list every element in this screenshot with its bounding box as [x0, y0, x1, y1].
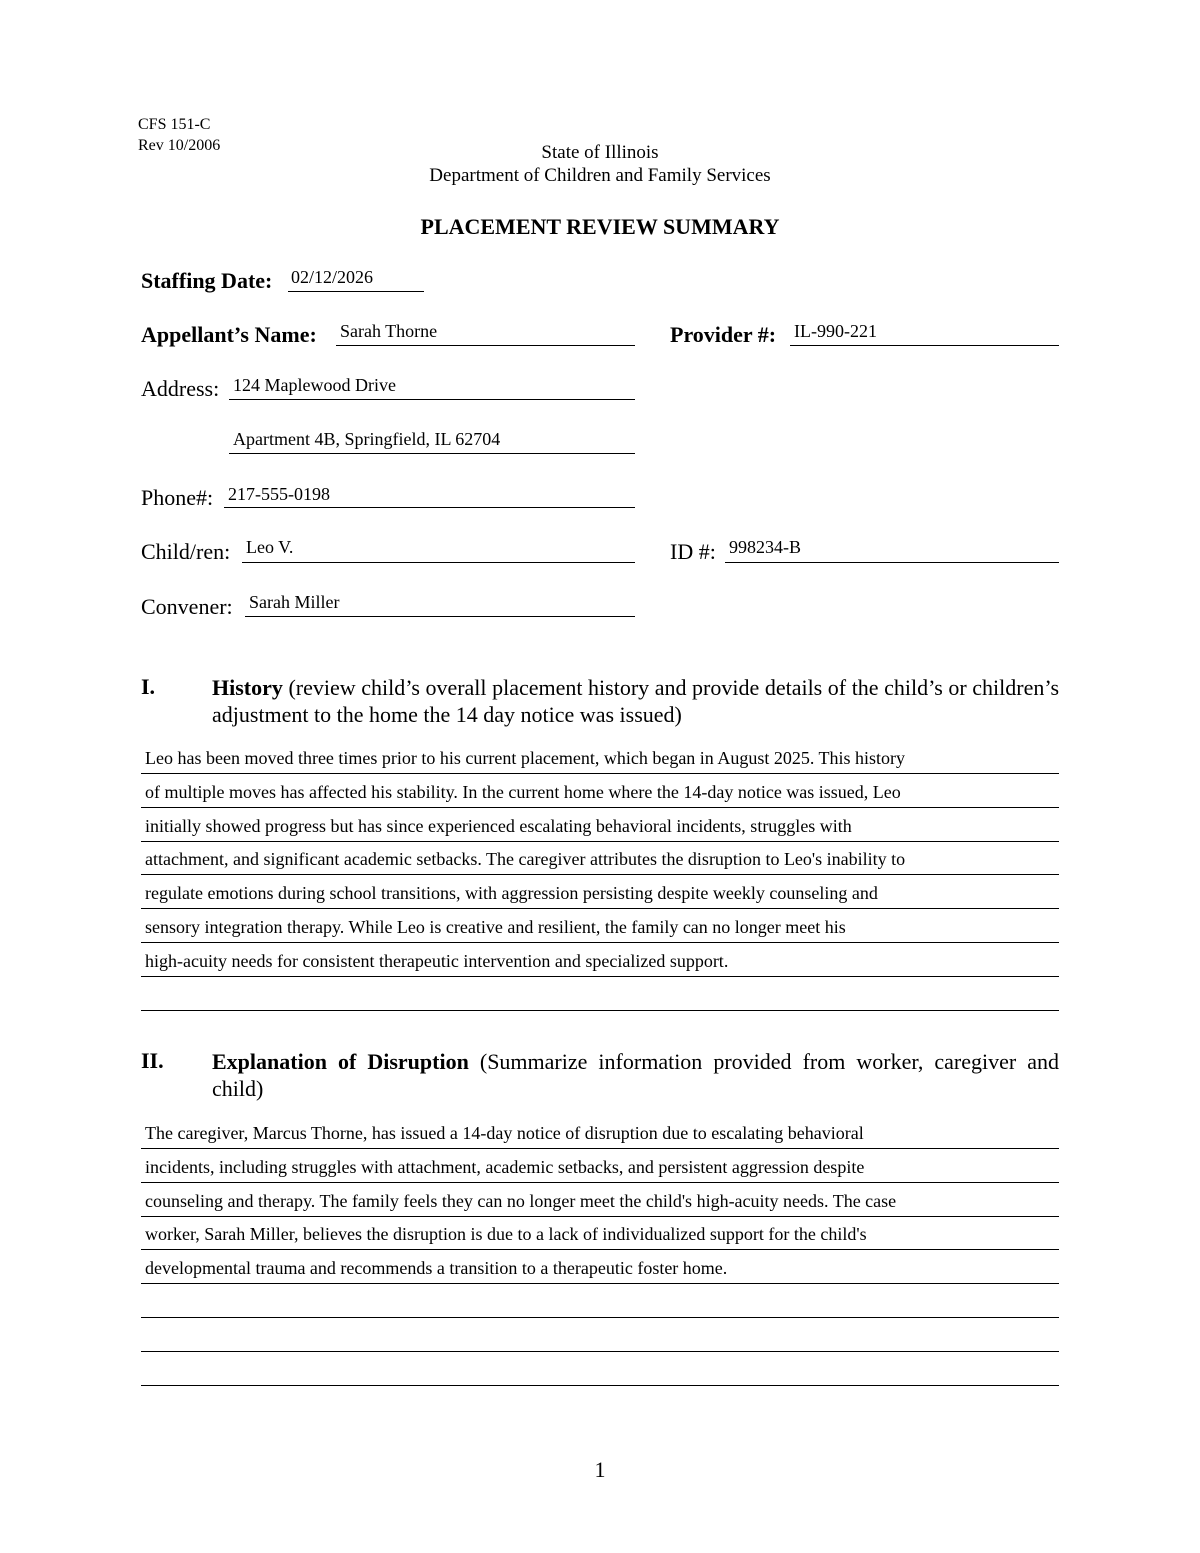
provider-number-line: [790, 345, 1059, 346]
convener-line: [245, 616, 635, 617]
children-line: [242, 562, 635, 563]
history-heading: History: [212, 675, 283, 700]
form-title: PLACEMENT REVIEW SUMMARY: [420, 214, 780, 239]
history-text-line[interactable]: high-acuity needs for consistent therapeutic intervention and specialized support.: [145, 950, 729, 971]
agency-header: [0, 141, 1200, 187]
disruption-instruction: (Summarize information provided from worker, caregiver and child): [212, 1049, 1059, 1101]
department-name: Department of Children and Family Services: [429, 165, 771, 186]
history-text-line[interactable]: of multiple moves has affected his stability. In the current home where the 14-day notice was issued, Leo: [145, 781, 901, 802]
id-number-field[interactable]: 998234-B: [729, 537, 801, 557]
history-rule-line: [141, 841, 1059, 842]
disruption-rule-line: [141, 1249, 1059, 1250]
appellant-name-line: [336, 345, 635, 346]
history-rule-line: [141, 874, 1059, 875]
disruption-rule-line: [141, 1385, 1059, 1386]
form-revision: Rev 10/2006: [138, 137, 221, 154]
page-number: 1: [594, 1457, 606, 1482]
disruption-text-line[interactable]: developmental trauma and recommends a transition to a therapeutic foster home.: [145, 1258, 728, 1279]
provider-number-label: Provider #:: [670, 322, 777, 347]
history-text-line[interactable]: sensory integration therapy. While Leo is creative and resilient, the family can no longer meet his: [145, 917, 846, 937]
history-rule-line: [141, 807, 1059, 808]
id-number-line: [725, 562, 1059, 563]
section-heading-disruption: [212, 1048, 1059, 1102]
history-instruction: (review child’s overall placement history and provide details of the child’s or children’s adjustment to the home the 14 day notice was issued): [212, 675, 1060, 727]
id-number-label: ID #:: [670, 539, 716, 564]
staffing-date-line: [288, 291, 424, 292]
convener-field[interactable]: Sarah Miller: [249, 592, 340, 612]
children-field[interactable]: Leo V.: [246, 537, 294, 557]
phone-field[interactable]: 217-555-0198: [228, 484, 330, 504]
disruption-text-line[interactable]: The caregiver, Marcus Thorne, has issued a 14-day notice of disruption due to escalating behavioral: [145, 1123, 864, 1143]
history-text-line[interactable]: initially showed progress but has since experienced escalating behavioral incidents, struggles with: [145, 815, 852, 836]
section-heading-history: [212, 674, 1059, 728]
staffing-date-field[interactable]: 02/12/2026: [291, 267, 374, 287]
appellant-name-label: Appellant’s Name:: [141, 322, 317, 347]
section-number-history: I.: [141, 674, 156, 699]
disruption-rule-line: [141, 1148, 1059, 1149]
history-rule-line: [141, 976, 1059, 977]
disruption-rule-line: [141, 1216, 1059, 1217]
history-rule-line: [141, 942, 1059, 943]
staffing-date-label: Staffing Date:: [141, 268, 273, 293]
address-line-1: [229, 399, 635, 400]
history-text-line[interactable]: Leo has been moved three times prior to his current placement, which began in August 2025. This history: [145, 748, 905, 768]
address-label: Address:: [141, 376, 220, 401]
disruption-text-line[interactable]: worker, Sarah Miller, believes the disruption is due to a lack of individualized support for the child's: [145, 1224, 867, 1245]
history-text-line[interactable]: attachment, and significant academic setbacks. The caregiver attributes the disruption to Leo's inability to: [145, 849, 906, 870]
address-line-2: [229, 453, 635, 454]
disruption-rule-line: [141, 1351, 1059, 1352]
convener-label: Convener:: [141, 594, 233, 619]
disruption-rule-line: [141, 1182, 1059, 1183]
address-field-2[interactable]: Apartment 4B, Springfield, IL 62704: [233, 429, 501, 449]
appellant-name-field[interactable]: Sarah Thorne: [340, 321, 438, 341]
phone-label: Phone#:: [141, 485, 214, 510]
children-label: Child/ren:: [141, 539, 231, 564]
disruption-rule-line: [141, 1283, 1059, 1284]
history-rule-line: [141, 773, 1059, 774]
state-name: State of Illinois: [541, 142, 659, 163]
history-text-line[interactable]: regulate emotions during school transitions, with aggression persisting despite weekly counseling and: [145, 883, 878, 904]
disruption-text-line[interactable]: incidents, including struggles with attachment, academic setbacks, and persistent aggression despite: [145, 1156, 865, 1177]
history-rule-line: [141, 1010, 1059, 1011]
provider-number-field[interactable]: IL-990-221: [794, 321, 877, 341]
address-field-1[interactable]: 124 Maplewood Drive: [233, 375, 396, 395]
disruption-rule-line: [141, 1317, 1059, 1318]
section-number-disruption: II.: [141, 1048, 164, 1073]
disruption-text-line[interactable]: counseling and therapy. The family feels they can no longer meet the child's high-acuity needs. The case: [145, 1190, 897, 1211]
phone-line: [224, 507, 635, 508]
disruption-heading: Explanation of Disruption: [212, 1049, 469, 1074]
history-rule-line: [141, 908, 1059, 909]
form-number: CFS 151-C: [138, 116, 211, 133]
